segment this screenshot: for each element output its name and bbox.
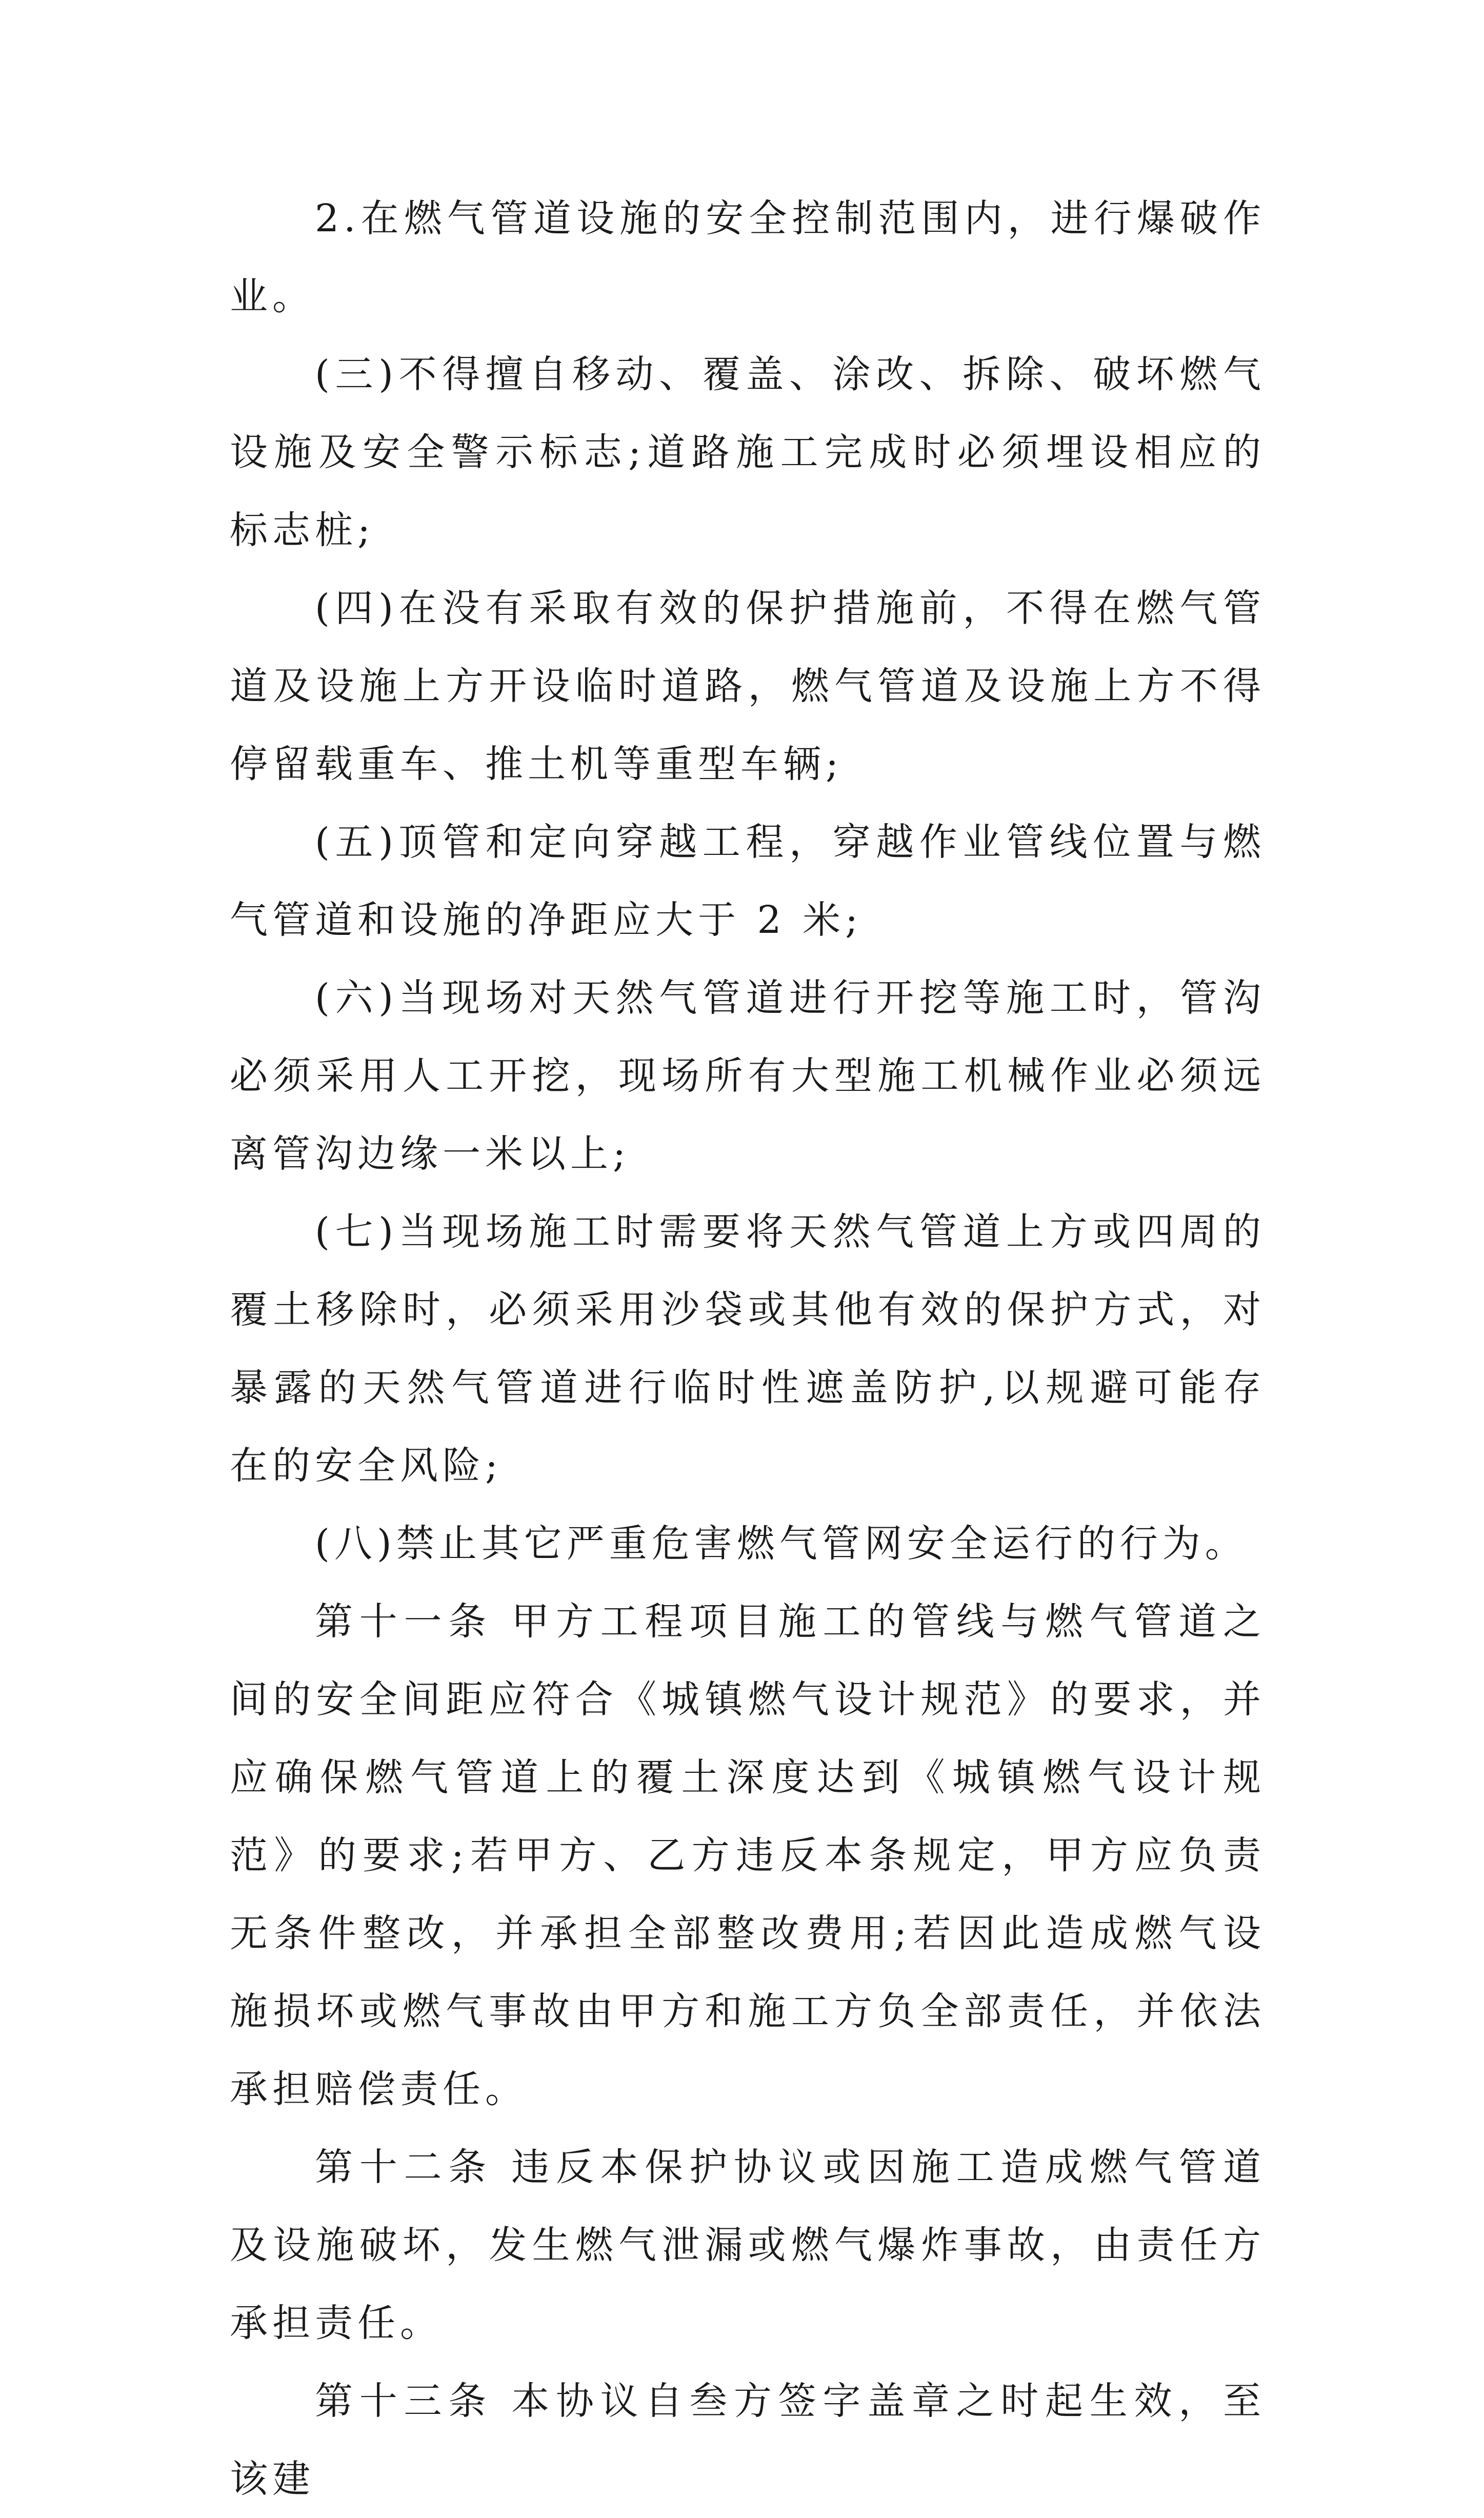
article-11: 第十一条 甲方工程项目施工的管线与燃气管道之间的安全间距应符合《城镇燃气设计规范》的要求，并应确保燃气管道上的覆土深度达到《城镇燃气设计规范》的要求;若甲方、乙方违反本条规定，甲方应负责无条件整改，并承担全部整改费用;若因此造成燃气设施损坏或燃气事故由甲方和施工方负全部责任，并依法承担赔偿责任。 bbox=[230, 1600, 1266, 2111]
paragraph-clause-5: (五)顶管和定向穿越工程，穿越作业管线位置与燃气管道和设施的净距应大于 2 米; bbox=[230, 820, 1266, 942]
document-page bbox=[230, 179, 1266, 2518]
paragraph-clause-4: (四)在没有采取有效的保护措施前，不得在燃气管道及设施上方开设临时道路，燃气管道及设施上方不得停留载重车、推土机等重型车辆; bbox=[230, 586, 1266, 786]
paragraph-clause-6: (六)当现场对天然气管道进行开挖等施工时，管沟必须采用人工开挖，现场所有大型施工机械作业必须远离管沟边缘一米以上; bbox=[230, 976, 1266, 1176]
paragraph-item-2: 2.在燃气管道设施的安全控制范围内，进行爆破作业。 bbox=[230, 196, 1266, 318]
paragraph-clause-7: (七)当现场施工时需要将天然气管道上方或四周的覆土移除时，必须采用沙袋或其他有效的保护方式，对暴露的天然气管道进行临时性遮盖防护,以规避可能存在的安全风险; bbox=[230, 1210, 1266, 1488]
paragraph-clause-3: (三)不得擅自移动、覆盖、涂改、拆除、破坏燃气设施及安全警示标志;道路施工完成时必须埋设相应的标志桩; bbox=[230, 352, 1266, 552]
paragraph-clause-8: (八)禁止其它严重危害燃气管网安全运行的行为。 bbox=[315, 1522, 1248, 1566]
article-12: 第十二条 违反本保护协议或因施工造成燃气管道及设施破坏，发生燃气泄漏或燃气爆炸事故，由责任方承担责任。 bbox=[230, 2145, 1266, 2345]
article-13: 第十三条 本协议自叁方签字盖章之时起生效，至该建 bbox=[230, 2379, 1266, 2501]
